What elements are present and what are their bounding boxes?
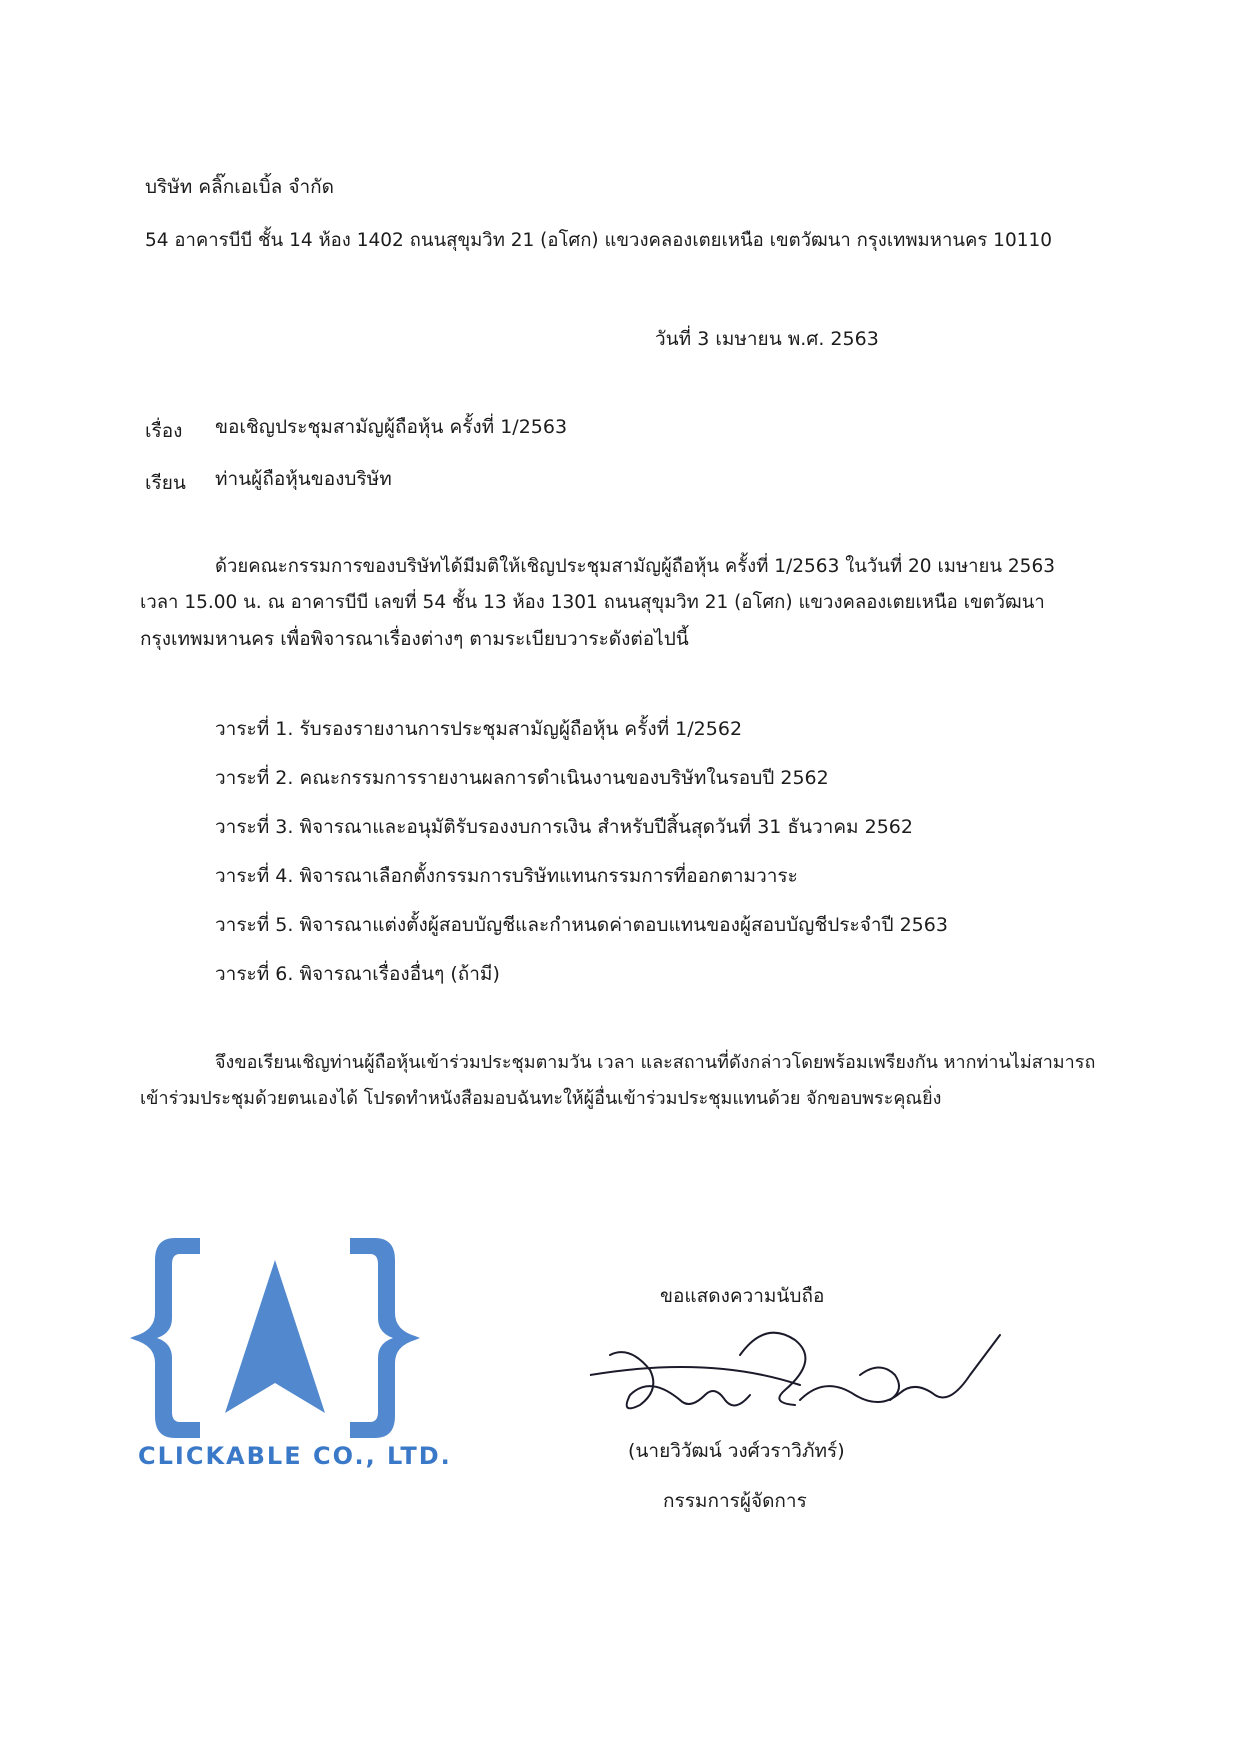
company-logo-icon bbox=[130, 1238, 420, 1438]
signature-icon bbox=[590, 1315, 1010, 1435]
agenda-item-6: วาระที่ 6. พิจารณาเรื่องอื่นๆ (ถ้ามี) bbox=[215, 963, 500, 985]
recipient-label: เรียน bbox=[145, 472, 186, 494]
body-line-3: กรุงเทพมหานคร เพื่อพิจารณาเรื่องต่างๆ ตามระเบียบวาระดังต่อไปนี้ bbox=[140, 628, 689, 650]
subject-label: เรื่อง bbox=[145, 420, 183, 442]
agenda-item-2: วาระที่ 2. คณะกรรมการรายงานผลการดำเนินงานของบริษัทในรอบปี 2562 bbox=[215, 767, 829, 789]
letter-date: วันที่ 3 เมษายน พ.ศ. 2563 bbox=[655, 328, 879, 350]
agenda-item-1: วาระที่ 1. รับรองรายงานการประชุมสามัญผู้ถือหุ้น ครั้งที่ 1/2562 bbox=[215, 718, 743, 740]
company-name: บริษัท คลิ๊กเอเบิ้ล จำกัด bbox=[145, 176, 334, 198]
company-address: 54 อาคารบีบี ชั้น 14 ห้อง 1402 ถนนสุขุมวิท 21 (อโศก) แขวงคลองเตยเหนือ เขตวัฒนา กรุงเทพมหานคร 10110 bbox=[145, 230, 1053, 251]
recipient-text: ท่านผู้ถือหุ้นของบริษัท bbox=[215, 468, 392, 490]
body-line-2: เวลา 15.00 น. ณ อาคารบีบี เลขที่ 54 ชั้น 13 ห้อง 1301 ถนนสุขุมวิท 21 (อโศก) แขวงคลองเตยเหนือ เขตวัฒนา bbox=[140, 592, 1045, 613]
signer-name: (นายวิวัฒน์ วงศ์วราวิภัทร์) bbox=[628, 1440, 845, 1462]
body-line-1: ด้วยคณะกรรมการของบริษัทได้มีมติให้เชิญประชุมสามัญผู้ถือหุ้น ครั้งที่ 1/2563 ในวันที่ 20 เมษายน 2563 bbox=[215, 556, 1055, 577]
closing-line-2: เข้าร่วมประชุมด้วยตนเองได้ โปรดทำหนังสือมอบฉันทะให้ผู้อื่นเข้าร่วมประชุมแทนด้วย จักขอบพระคุณยิ่ง bbox=[140, 1088, 942, 1109]
signature-regards: ขอแสดงความนับถือ bbox=[660, 1285, 825, 1307]
signer-title: กรรมการผู้จัดการ bbox=[663, 1490, 807, 1512]
logo-wordmark: CLICKABLE CO., LTD. bbox=[138, 1442, 452, 1470]
subject-text: ขอเชิญประชุมสามัญผู้ถือหุ้น ครั้งที่ 1/2563 bbox=[215, 416, 568, 438]
agenda-item-4: วาระที่ 4. พิจารณาเลือกตั้งกรรมการบริษัทแทนกรรมการที่ออกตามวาระ bbox=[215, 865, 798, 887]
closing-line-1: จึงขอเรียนเชิญท่านผู้ถือหุ้นเข้าร่วมประชุมตามวัน เวลา และสถานที่ดังกล่าวโดยพร้อมเพรียงกัน หากท่านไม่สามารถ bbox=[215, 1052, 1096, 1073]
agenda-item-5: วาระที่ 5. พิจารณาแต่งตั้งผู้สอบบัญชีและกำหนดค่าตอบแทนของผู้สอบบัญชีประจำปี 2563 bbox=[215, 914, 948, 936]
agenda-item-3: วาระที่ 3. พิจารณาและอนุมัติรับรองงบการเงิน สำหรับปีสิ้นสุดวันที่ 31 ธันวาคม 2562 bbox=[215, 816, 913, 838]
